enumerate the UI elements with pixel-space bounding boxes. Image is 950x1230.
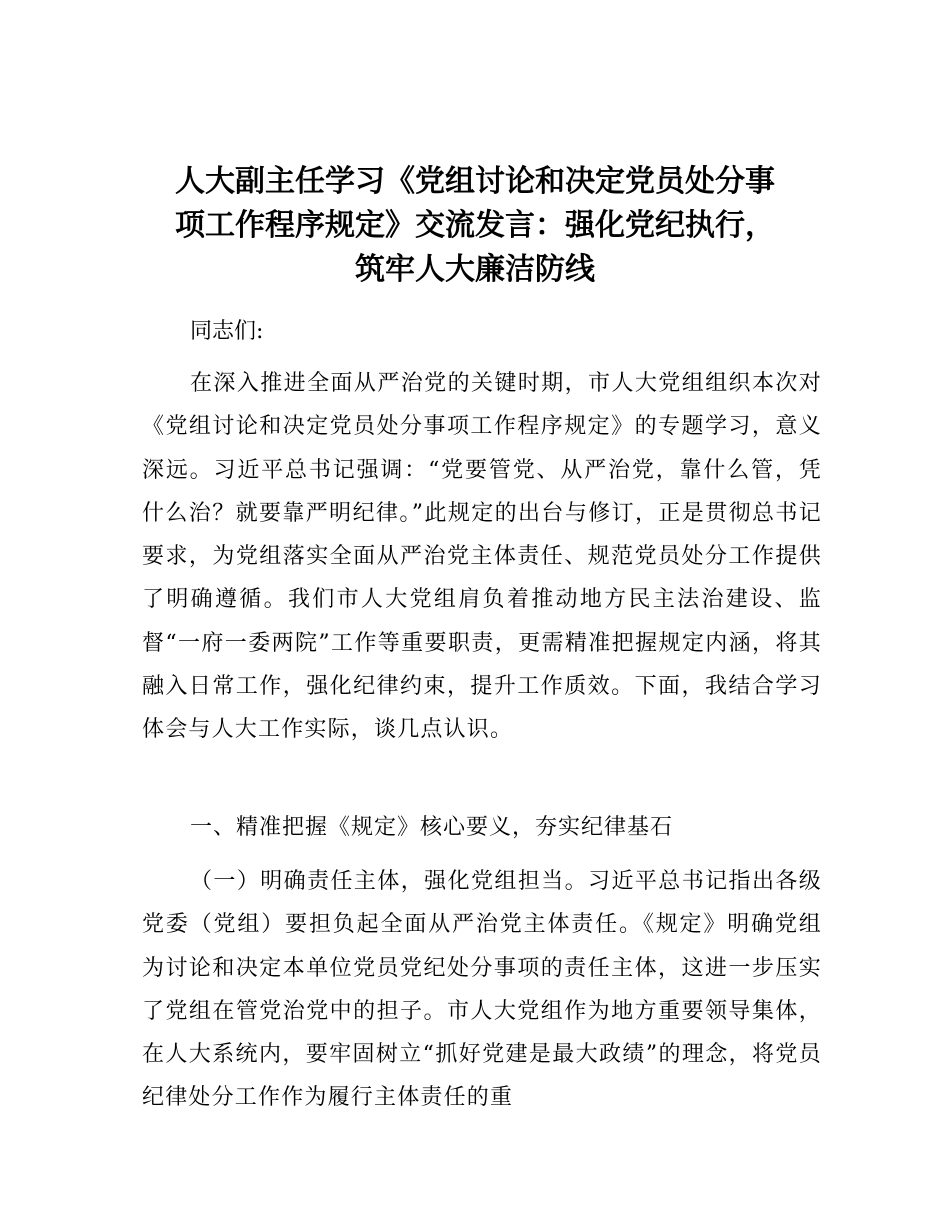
paragraph-intro: 在深入推进全面从严治党的关键时期，市人大党组组织本次对《党组讨论和决定党员处分事项工作程序规定》的专题学习，意义深远。习近平总书记强调：“党要管党、从严治党，靠什么管，凭什么治？就要靠严明纪律。”此规定的出台与修订，正是贯彻总书记要求，为党组落实全面从严治党主体责任、规范党员处分工作提供了明确遵循。我们市人大党组肩负着推动地方民主法治建设、监督“一府一委两院”工作等重要职责，更需精准把握规定内涵，将其融入日常工作，强化纪律约束，提升工作质效。下面，我结合学习体会与人大工作实际，谈几点认识。: [142, 371, 822, 743]
title-line-3: 筑牢人大廉洁防线: [355, 252, 595, 287]
title-line-2: 项工作程序规定》交流发言：强化党纪执行，: [175, 208, 775, 243]
title-line-1: 人大副主任学习《党组讨论和决定党员处分事: [175, 164, 775, 199]
paragraph-responsibility: （一）明确责任主体，强化党组担当。习近平总书记指出各级党委（党组）要担负起全面从严治党主体责任。《规定》明确党组为讨论和决定本单位党员党纪处分事项的责任主体，这进一步压实了党组在管党治党中的担子。市人大党组作为地方重要领导集体，在人大系统内，要牢固树立“抓好党建是最大政绩”的理念，将党员纪律处分工作作为履行主体责任的重: [142, 869, 822, 1111]
section-heading: 一、精准把握《规定》核心要义，夯实纪律基石: [190, 815, 674, 840]
salutation: 同志们:: [190, 319, 264, 344]
document-title: [140, 160, 810, 292]
